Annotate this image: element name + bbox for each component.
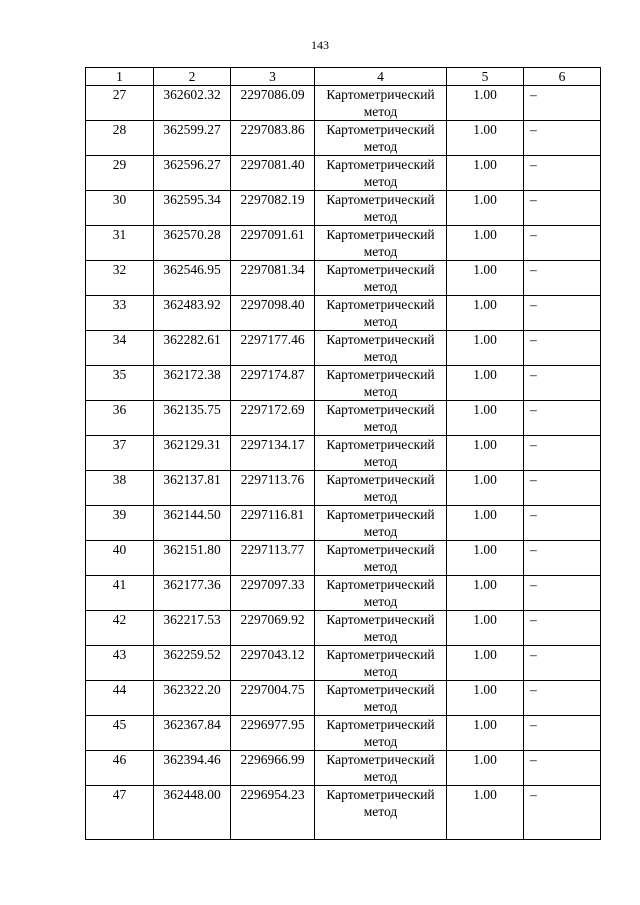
table-row bbox=[86, 86, 601, 121]
accuracy-cell: 1.00 bbox=[447, 296, 524, 331]
y-coordinate-cell: 2297097.33 bbox=[231, 576, 315, 611]
accuracy-cell: 1.00 bbox=[447, 86, 524, 121]
column-header: 4 bbox=[315, 68, 447, 86]
note-cell: – bbox=[524, 86, 601, 121]
point-number-cell: 30 bbox=[86, 191, 154, 226]
accuracy-cell: 1.00 bbox=[447, 716, 524, 751]
method-cell: Картометрический метод bbox=[315, 716, 447, 751]
accuracy-cell: 1.00 bbox=[447, 436, 524, 471]
y-coordinate-cell: 2297091.61 bbox=[231, 226, 315, 261]
point-number-cell: 39 bbox=[86, 506, 154, 541]
table-row bbox=[86, 296, 601, 331]
y-coordinate-cell: 2297081.34 bbox=[231, 261, 315, 296]
y-coordinate-cell: 2297086.09 bbox=[231, 86, 315, 121]
accuracy-cell: 1.00 bbox=[447, 401, 524, 436]
y-coordinate-cell: 2297174.87 bbox=[231, 366, 315, 401]
x-coordinate-cell: 362135.75 bbox=[154, 401, 231, 436]
y-coordinate-cell: 2297004.75 bbox=[231, 681, 315, 716]
x-coordinate-cell: 362282.61 bbox=[154, 331, 231, 366]
accuracy-cell: 1.00 bbox=[447, 506, 524, 541]
note-cell: – bbox=[524, 786, 601, 840]
accuracy-cell: 1.00 bbox=[447, 786, 524, 840]
x-coordinate-cell: 362144.50 bbox=[154, 506, 231, 541]
x-coordinate-cell: 362367.84 bbox=[154, 716, 231, 751]
point-number-cell: 33 bbox=[86, 296, 154, 331]
table-row bbox=[86, 401, 601, 436]
accuracy-cell: 1.00 bbox=[447, 471, 524, 506]
method-cell: Картометрический метод bbox=[315, 366, 447, 401]
x-coordinate-cell: 362322.20 bbox=[154, 681, 231, 716]
note-cell: – bbox=[524, 156, 601, 191]
note-cell: – bbox=[524, 401, 601, 436]
method-cell: Картометрический метод bbox=[315, 751, 447, 786]
method-cell: Картометрический метод bbox=[315, 156, 447, 191]
method-cell: Картометрический метод bbox=[315, 86, 447, 121]
method-cell: Картометрический метод bbox=[315, 296, 447, 331]
y-coordinate-cell: 2296954.23 bbox=[231, 786, 315, 840]
table-row bbox=[86, 331, 601, 366]
x-coordinate-cell: 362172.38 bbox=[154, 366, 231, 401]
note-cell: – bbox=[524, 716, 601, 751]
table-row bbox=[86, 506, 601, 541]
table-row bbox=[86, 471, 601, 506]
x-coordinate-cell: 362599.27 bbox=[154, 121, 231, 156]
method-cell: Картометрический метод bbox=[315, 401, 447, 436]
x-coordinate-cell: 362546.95 bbox=[154, 261, 231, 296]
note-cell: – bbox=[524, 471, 601, 506]
x-coordinate-cell: 362596.27 bbox=[154, 156, 231, 191]
point-number-cell: 29 bbox=[86, 156, 154, 191]
table-row bbox=[86, 716, 601, 751]
note-cell: – bbox=[524, 121, 601, 156]
x-coordinate-cell: 362217.53 bbox=[154, 611, 231, 646]
method-cell: Картометрический метод bbox=[315, 646, 447, 681]
point-number-cell: 43 bbox=[86, 646, 154, 681]
accuracy-cell: 1.00 bbox=[447, 751, 524, 786]
point-number-cell: 37 bbox=[86, 436, 154, 471]
x-coordinate-cell: 362259.52 bbox=[154, 646, 231, 681]
table-row bbox=[86, 751, 601, 786]
point-number-cell: 27 bbox=[86, 86, 154, 121]
point-number-cell: 31 bbox=[86, 226, 154, 261]
y-coordinate-cell: 2297177.46 bbox=[231, 331, 315, 366]
note-cell: – bbox=[524, 576, 601, 611]
accuracy-cell: 1.00 bbox=[447, 331, 524, 366]
x-coordinate-cell: 362177.36 bbox=[154, 576, 231, 611]
x-coordinate-cell: 362602.32 bbox=[154, 86, 231, 121]
column-header: 5 bbox=[447, 68, 524, 86]
y-coordinate-cell: 2297081.40 bbox=[231, 156, 315, 191]
table-row bbox=[86, 541, 601, 576]
note-cell: – bbox=[524, 226, 601, 261]
column-header: 3 bbox=[231, 68, 315, 86]
x-coordinate-cell: 362483.92 bbox=[154, 296, 231, 331]
method-cell: Картометрический метод bbox=[315, 191, 447, 226]
point-number-cell: 42 bbox=[86, 611, 154, 646]
point-number-cell: 46 bbox=[86, 751, 154, 786]
accuracy-cell: 1.00 bbox=[447, 156, 524, 191]
accuracy-cell: 1.00 bbox=[447, 226, 524, 261]
y-coordinate-cell: 2297113.77 bbox=[231, 541, 315, 576]
accuracy-cell: 1.00 bbox=[447, 681, 524, 716]
method-cell: Картометрический метод bbox=[315, 121, 447, 156]
method-cell: Картометрический метод bbox=[315, 436, 447, 471]
table-row bbox=[86, 646, 601, 681]
x-coordinate-cell: 362448.00 bbox=[154, 786, 231, 840]
table-row bbox=[86, 191, 601, 226]
y-coordinate-cell: 2297069.92 bbox=[231, 611, 315, 646]
point-number-cell: 47 bbox=[86, 786, 154, 840]
point-number-cell: 32 bbox=[86, 261, 154, 296]
y-coordinate-cell: 2296977.95 bbox=[231, 716, 315, 751]
y-coordinate-cell: 2297172.69 bbox=[231, 401, 315, 436]
accuracy-cell: 1.00 bbox=[447, 191, 524, 226]
point-number-cell: 35 bbox=[86, 366, 154, 401]
table-row bbox=[86, 366, 601, 401]
y-coordinate-cell: 2297098.40 bbox=[231, 296, 315, 331]
table-row bbox=[86, 681, 601, 716]
point-number-cell: 38 bbox=[86, 471, 154, 506]
method-cell: Картометрический метод bbox=[315, 576, 447, 611]
method-cell: Картометрический метод bbox=[315, 786, 447, 840]
method-cell: Картометрический метод bbox=[315, 611, 447, 646]
x-coordinate-cell: 362570.28 bbox=[154, 226, 231, 261]
note-cell: – bbox=[524, 751, 601, 786]
point-number-cell: 28 bbox=[86, 121, 154, 156]
method-cell: Картометрический метод bbox=[315, 471, 447, 506]
table-header-row bbox=[86, 68, 601, 86]
note-cell: – bbox=[524, 681, 601, 716]
note-cell: – bbox=[524, 261, 601, 296]
y-coordinate-cell: 2297083.86 bbox=[231, 121, 315, 156]
method-cell: Картометрический метод bbox=[315, 261, 447, 296]
note-cell: – bbox=[524, 541, 601, 576]
accuracy-cell: 1.00 bbox=[447, 611, 524, 646]
point-number-cell: 45 bbox=[86, 716, 154, 751]
table-row bbox=[86, 786, 601, 840]
x-coordinate-cell: 362394.46 bbox=[154, 751, 231, 786]
accuracy-cell: 1.00 bbox=[447, 646, 524, 681]
note-cell: – bbox=[524, 331, 601, 366]
point-number-cell: 34 bbox=[86, 331, 154, 366]
page-number: 143 bbox=[311, 38, 329, 52]
point-number-cell: 41 bbox=[86, 576, 154, 611]
note-cell: – bbox=[524, 296, 601, 331]
note-cell: – bbox=[524, 436, 601, 471]
method-cell: Картометрический метод bbox=[315, 226, 447, 261]
note-cell: – bbox=[524, 366, 601, 401]
accuracy-cell: 1.00 bbox=[447, 366, 524, 401]
point-number-cell: 40 bbox=[86, 541, 154, 576]
table-row bbox=[86, 121, 601, 156]
note-cell: – bbox=[524, 191, 601, 226]
accuracy-cell: 1.00 bbox=[447, 576, 524, 611]
note-cell: – bbox=[524, 646, 601, 681]
method-cell: Картометрический метод bbox=[315, 541, 447, 576]
accuracy-cell: 1.00 bbox=[447, 121, 524, 156]
table-row bbox=[86, 261, 601, 296]
x-coordinate-cell: 362595.34 bbox=[154, 191, 231, 226]
x-coordinate-cell: 362129.31 bbox=[154, 436, 231, 471]
method-cell: Картометрический метод bbox=[315, 331, 447, 366]
method-cell: Картометрический метод bbox=[315, 506, 447, 541]
note-cell: – bbox=[524, 611, 601, 646]
y-coordinate-cell: 2297082.19 bbox=[231, 191, 315, 226]
accuracy-cell: 1.00 bbox=[447, 541, 524, 576]
table-row bbox=[86, 156, 601, 191]
x-coordinate-cell: 362137.81 bbox=[154, 471, 231, 506]
y-coordinate-cell: 2297116.81 bbox=[231, 506, 315, 541]
y-coordinate-cell: 2297043.12 bbox=[231, 646, 315, 681]
column-header: 2 bbox=[154, 68, 231, 86]
y-coordinate-cell: 2296966.99 bbox=[231, 751, 315, 786]
method-cell: Картометрический метод bbox=[315, 681, 447, 716]
accuracy-cell: 1.00 bbox=[447, 261, 524, 296]
y-coordinate-cell: 2297113.76 bbox=[231, 471, 315, 506]
table-row bbox=[86, 226, 601, 261]
y-coordinate-cell: 2297134.17 bbox=[231, 436, 315, 471]
x-coordinate-cell: 362151.80 bbox=[154, 541, 231, 576]
table-row bbox=[86, 611, 601, 646]
table-row bbox=[86, 576, 601, 611]
column-header: 6 bbox=[524, 68, 601, 86]
note-cell: – bbox=[524, 506, 601, 541]
column-header: 1 bbox=[86, 68, 154, 86]
table-row bbox=[86, 436, 601, 471]
point-number-cell: 36 bbox=[86, 401, 154, 436]
coordinates-table bbox=[85, 67, 601, 840]
point-number-cell: 44 bbox=[86, 681, 154, 716]
